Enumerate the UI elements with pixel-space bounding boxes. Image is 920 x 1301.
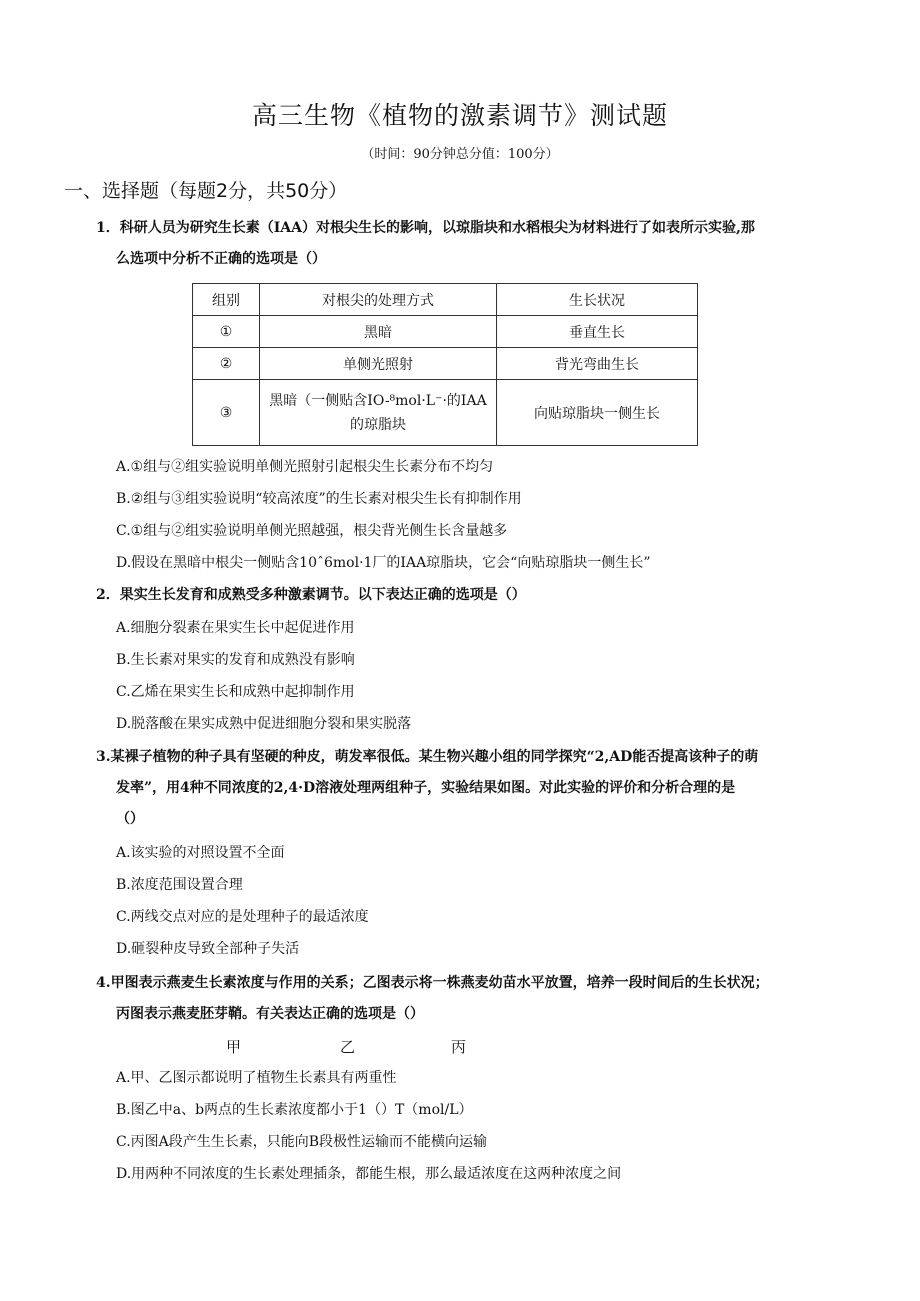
figure-label-yi: 乙 [340, 1038, 356, 1056]
table-cell: ① [193, 316, 260, 348]
question-4-option-d: D.用两种不同浓度的生长素处理插条，都能生根，那么最适浓度在这两种浓度之间 [116, 1166, 622, 1182]
table-cell: 单侧光照射 [260, 348, 497, 380]
question-2-option-d: D.脱落酸在果实成熟中促进细胞分裂和果实脱落 [116, 716, 412, 732]
table-header-row [193, 284, 698, 316]
table-row [193, 348, 698, 380]
question-3-option-c: C.两线交点对应的是处理种子的最适浓度 [116, 909, 369, 925]
table-row [193, 316, 698, 348]
question-4-option-a: A.甲、乙图示都说明了植物生长素具有两重性 [116, 1070, 397, 1086]
question-4-line-2: 丙图表示燕麦胚芽鞘。有关表达正确的选项是（） [116, 1006, 424, 1022]
question-2-option-b: B.生长素对果实的发育和成熟没有影响 [116, 652, 355, 668]
table-cell: ③ [193, 380, 260, 446]
figure-label-jia: 甲 [226, 1038, 242, 1056]
question-3-option-a: A.该实验的对照设置不全面 [116, 845, 285, 861]
experiment-table [192, 283, 698, 446]
question-3-option-d: D.砸裂种皮导致全部种子失活 [116, 941, 300, 957]
question-3-line-1: 3.某裸子植物的种子具有坚硬的种皮，萌发率很低。某生物兴趣小组的同学探究“2,AD能否提高该种子的萌 [96, 749, 759, 765]
table-header-cell: 对根尖的处理方式 [260, 284, 497, 316]
question-2-option-c: C.乙烯在果实生长和成熟中起抑制作用 [116, 684, 355, 700]
exam-info: （时间：90分钟总分值：100分） [361, 147, 559, 162]
question-1-option-b: B.②组与③组实验说明“较高浓度”的生长素对根尖生长有抑制作用 [116, 491, 522, 507]
question-1-line-2: 么选项中分析不正确的选项是（） [116, 251, 326, 267]
question-3-stem [96, 742, 836, 835]
question-4-stem [96, 968, 836, 1030]
question-1-option-d: D.假设在黑暗中根尖一侧贴含10ˆ6mol·1厂的IAA琼脂块，它会“向贴琼脂块一侧生长” [116, 555, 651, 571]
table-row [193, 380, 698, 446]
table-cell: 垂直生长 [497, 316, 698, 348]
question-4-option-b: B.图乙中a、b两点的生长素浓度都小于1（）T（mol/L） [116, 1102, 473, 1118]
question-4-option-c: C.丙图A段产生生长素，只能向B段极性运输而不能横向运输 [116, 1134, 488, 1150]
question-2-stem: 2．果实生长发育和成熟受多种激素调节。以下表达正确的选项是（） [96, 587, 526, 603]
question-3-option-b: B.浓度范围设置合理 [116, 877, 243, 893]
question-1-line-1: 1．科研人员为研究生长素（IAA）对根尖生长的影响，以琼脂块和水稻根尖为材料进行了如表所示实验,那 [96, 220, 755, 236]
figure-label-bing: 丙 [451, 1038, 467, 1056]
question-1-stem [96, 213, 836, 275]
page-title: 高三生物《植物的激素调节》测试题 [251, 101, 668, 130]
question-3-line-3: （） [116, 811, 144, 827]
table-cell: 黑暗（一侧贴含IO-⁸mol·L⁻·的IAA的琼脂块 [260, 380, 497, 446]
question-4-line-1: 4.甲图表示燕麦生长素浓度与作用的关系；乙图表示将一株燕麦幼苗水平放置，培养一段时间后的生长状况； [96, 975, 769, 991]
table-cell: 向贴琼脂块一侧生长 [497, 380, 698, 446]
table-cell: ② [193, 348, 260, 380]
question-3-line-2: 发率”，用4种不同浓度的2,4·D溶液处理两组种子，实验结果如图。对此实验的评价和分析合理的是 [116, 780, 736, 796]
question-2-option-a: A.细胞分裂素在果实生长中起促进作用 [116, 620, 355, 636]
table-cell: 黑暗 [260, 316, 497, 348]
table-cell: 背光弯曲生长 [497, 348, 698, 380]
question-1-option-c: C.①组与②组实验说明单侧光照越强，根尖背光侧生长含量越多 [116, 523, 508, 539]
section-heading: 一、选择题（每题2分，共50分） [64, 180, 348, 202]
table-header-cell: 生长状况 [497, 284, 698, 316]
table-header-cell: 组别 [193, 284, 260, 316]
question-1-option-a: A.①组与②组实验说明单侧光照射引起根尖生长素分布不均匀 [116, 459, 494, 475]
